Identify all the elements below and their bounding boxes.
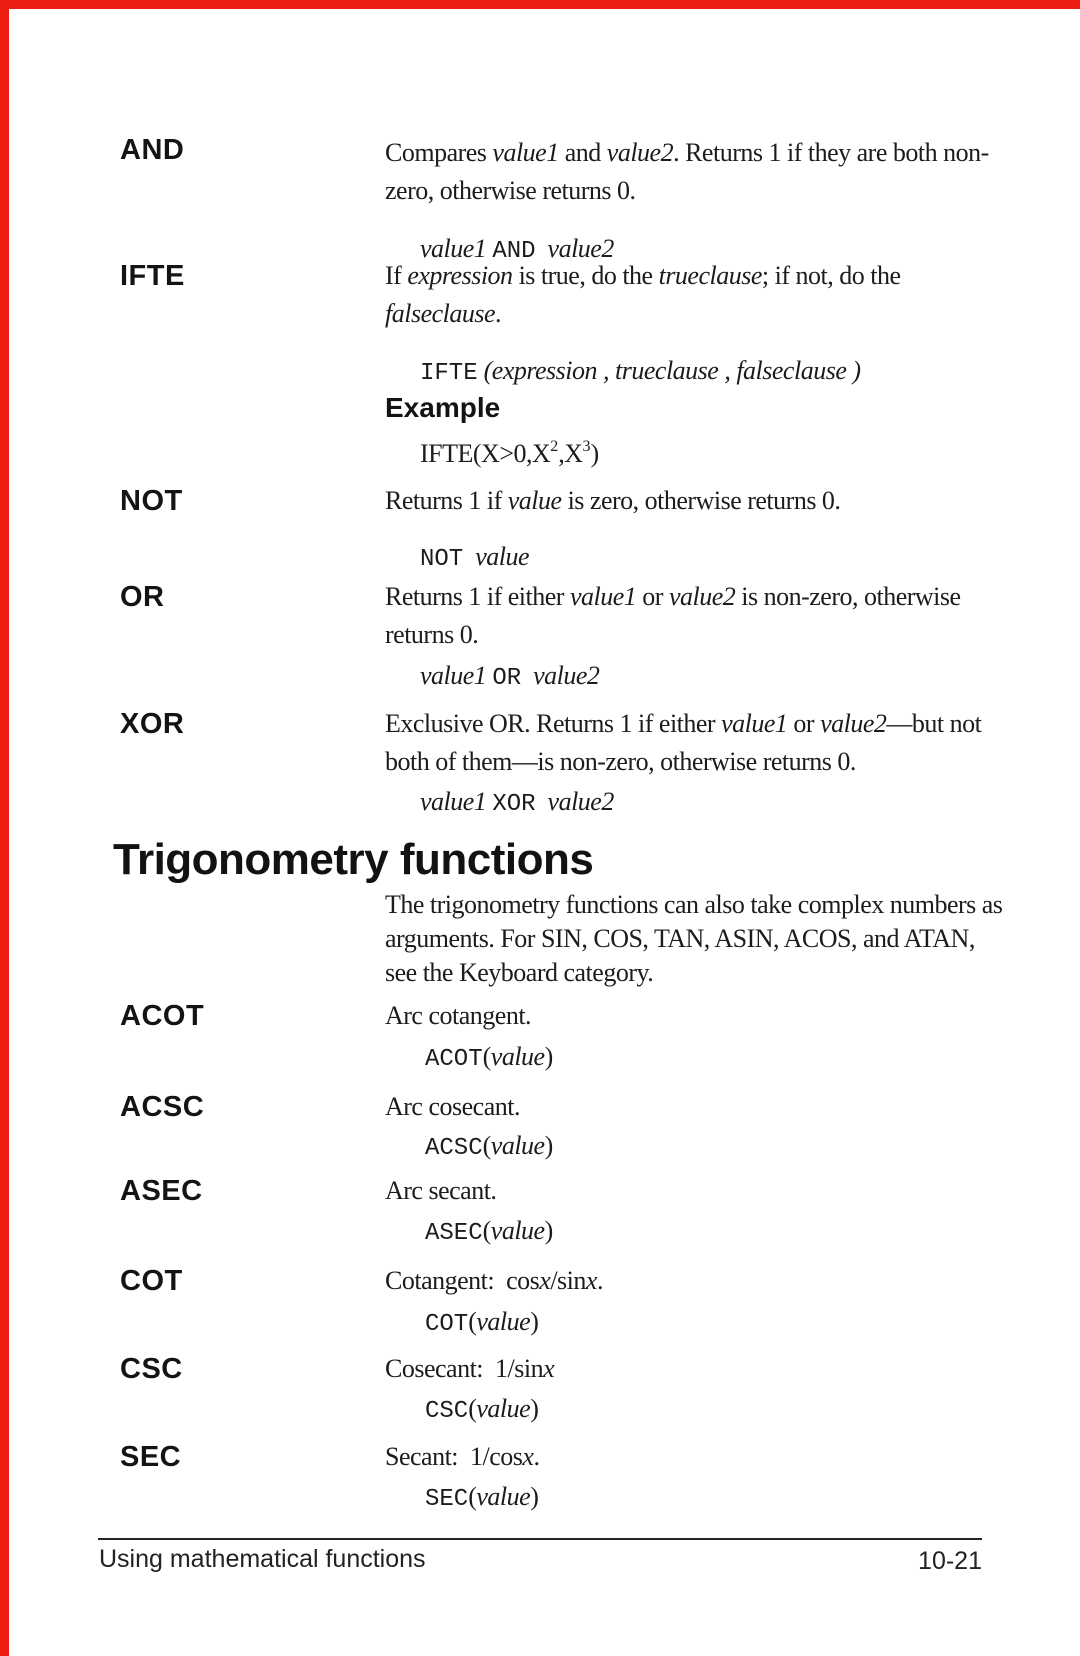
acsc-syntax: ACSC(value) (425, 1131, 553, 1162)
cot-description: Cotangent: cosx/sinx. (385, 1266, 603, 1295)
footer-rule (98, 1538, 982, 1540)
ifte-example-expression: $IFTE(X>0,X^2,X^3)$ (420, 438, 599, 468)
asec-syntax: ASEC(value) (425, 1216, 553, 1247)
trig-intro-line2: arguments. For SIN, COS, TAN, ASIN, ACOS, and ATAN, (385, 924, 975, 953)
section-heading-trigonometry-functions: Trigonometry functions (113, 835, 594, 884)
not-syntax: NOT value (420, 542, 530, 573)
function-label-and: AND (120, 134, 185, 166)
function-label-not: NOT (120, 485, 183, 517)
or-syntax: value1 OR value2 (420, 661, 600, 692)
csc-description: Cosecant: 1/sinx (385, 1354, 555, 1383)
footer-page-number: 10-21 (918, 1547, 982, 1575)
function-label-cot: COT (120, 1265, 183, 1297)
page-edge-top (0, 0, 1080, 9)
sec-description: Secant: 1/cosx. (385, 1442, 540, 1471)
function-label-acsc: ACSC (120, 1091, 205, 1123)
and-syntax: value1 AND value2 (420, 234, 614, 265)
example-heading: Example (385, 392, 501, 423)
acsc-description: Arc cosecant. (385, 1092, 520, 1121)
acot-description: Arc cotangent. (385, 1001, 532, 1030)
function-label-xor: XOR (120, 708, 185, 740)
ifte-description-line2: falseclause. (385, 299, 502, 328)
xor-description-line1: Exclusive OR. Returns 1 if either value1 or value2—but not (385, 709, 982, 738)
csc-syntax: CSC(value) (425, 1394, 539, 1425)
and-description-line2: zero, otherwise returns 0. (385, 176, 636, 205)
or-description-line1: Returns 1 if either value1 or value2 is non-zero, otherwise (385, 582, 961, 611)
xor-syntax: value1 XOR value2 (420, 787, 614, 818)
function-label-asec: ASEC (120, 1175, 203, 1207)
function-label-sec: SEC (120, 1441, 182, 1473)
page-edge-left (0, 0, 9, 1656)
footer-chapter-title: Using mathematical functions (99, 1545, 426, 1573)
or-description-line2: returns 0. (385, 620, 479, 649)
cot-syntax: COT(value) (425, 1307, 539, 1338)
and-description-line1: Compares value1 and value2. Returns 1 if they are both non- (385, 138, 989, 167)
function-label-ifte: IFTE (120, 260, 185, 292)
function-label-csc: CSC (120, 1353, 183, 1385)
trig-intro-line1: The trigonometry functions can also take complex numbers as (385, 890, 1003, 919)
trig-intro-line3: see the Keyboard category. (385, 958, 654, 987)
sec-syntax: SEC(value) (425, 1482, 539, 1513)
function-label-or: OR (120, 581, 165, 613)
xor-description-line2: both of them—is non-zero, otherwise returns 0. (385, 747, 856, 776)
asec-description: Arc secant. (385, 1176, 497, 1205)
ifte-description-line1: If expression is true, do the trueclause; if not, do the (385, 261, 901, 290)
acot-syntax: ACOT(value) (425, 1042, 553, 1073)
ifte-syntax: IFTE (expression , trueclause , falseclause ) (420, 356, 861, 387)
function-label-acot: ACOT (120, 1000, 205, 1032)
not-description-line1: Returns 1 if value is zero, otherwise returns 0. (385, 486, 841, 515)
